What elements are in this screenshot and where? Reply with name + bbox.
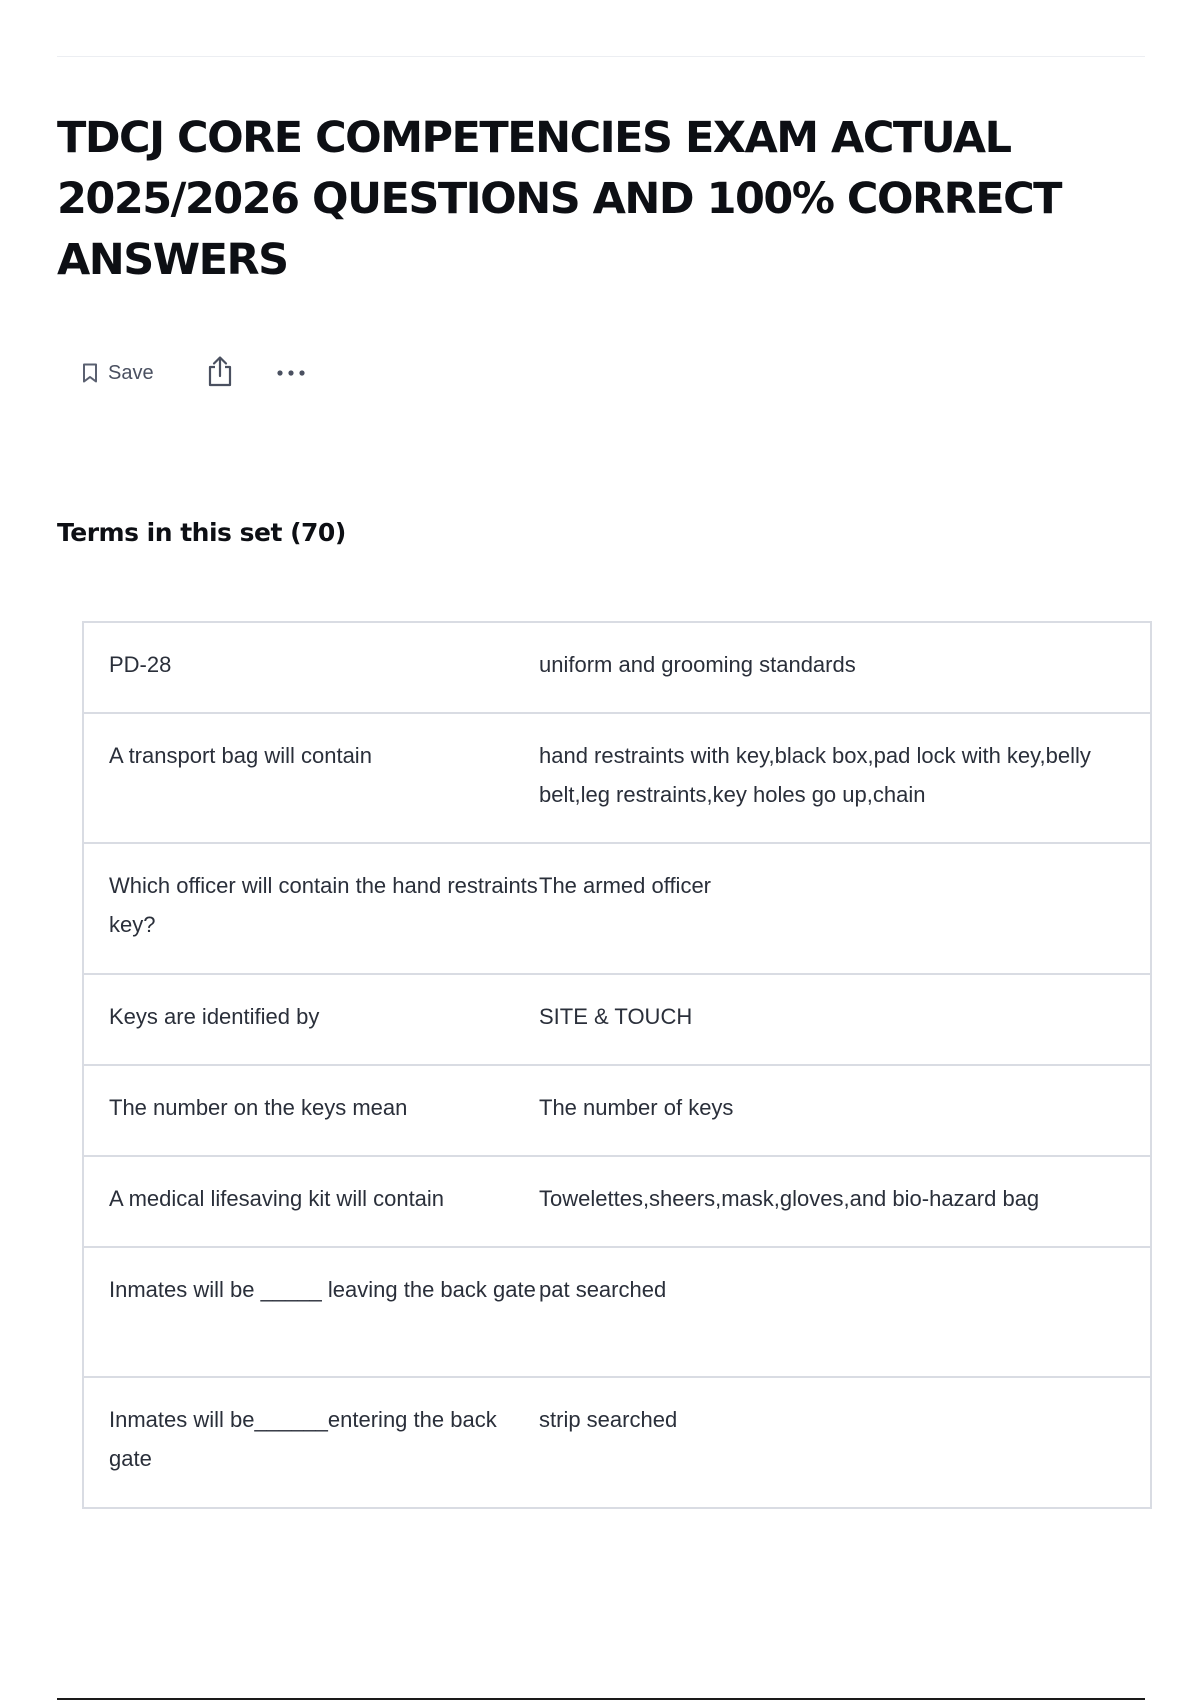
term-text: Keys are identified by xyxy=(109,1004,320,1029)
more-options-icon xyxy=(276,364,306,382)
definition-text: hand restraints with key,black box,pad lock with key,belly belt,leg restraints,key holes go up,chain xyxy=(539,743,1091,807)
save-button[interactable] xyxy=(82,362,154,385)
definition-text: strip searched xyxy=(539,1407,678,1432)
bookmark-icon xyxy=(82,363,98,383)
term-row xyxy=(84,1248,1150,1378)
more-options-button[interactable] xyxy=(276,364,306,382)
term-text: A transport bag will contain xyxy=(109,743,372,768)
top-divider xyxy=(57,56,1145,57)
term-text: Inmates will be______entering the back gate xyxy=(109,1407,497,1471)
share-button[interactable] xyxy=(206,355,234,392)
save-label: Save xyxy=(108,361,154,384)
definition-text: pat searched xyxy=(539,1277,667,1302)
definition-text: Towelettes,sheers,mask,gloves,and bio-hazard bag xyxy=(539,1186,1040,1211)
term-row xyxy=(84,623,1150,714)
definition-text: The armed officer xyxy=(539,873,712,898)
definition-text: The number of keys xyxy=(539,1095,734,1120)
share-icon xyxy=(206,355,234,392)
term-text: The number on the keys mean xyxy=(109,1095,408,1120)
definition-text: SITE & TOUCH xyxy=(539,1004,693,1029)
term-row xyxy=(84,844,1150,975)
action-bar xyxy=(82,355,306,391)
term-text: A medical lifesaving kit will contain xyxy=(109,1186,445,1211)
terms-count-heading: Terms in this set (70) xyxy=(57,518,346,547)
term-row xyxy=(84,714,1150,844)
term-row xyxy=(84,1066,1150,1157)
term-text: PD-28 xyxy=(109,652,172,677)
page-title: TDCJ CORE COMPETENCIES EXAM ACTUAL 2025/2026 QUESTIONS AND 100% CORRECT ANSWERS xyxy=(57,113,1061,285)
term-row xyxy=(84,1157,1150,1248)
term-row xyxy=(84,1378,1150,1509)
terms-table xyxy=(82,621,1152,1509)
definition-text: uniform and grooming standards xyxy=(539,652,856,677)
term-text: Inmates will be _____ leaving the back gate xyxy=(109,1277,536,1302)
term-row xyxy=(84,975,1150,1066)
term-text: Which officer will contain the hand restraints key? xyxy=(109,873,538,937)
